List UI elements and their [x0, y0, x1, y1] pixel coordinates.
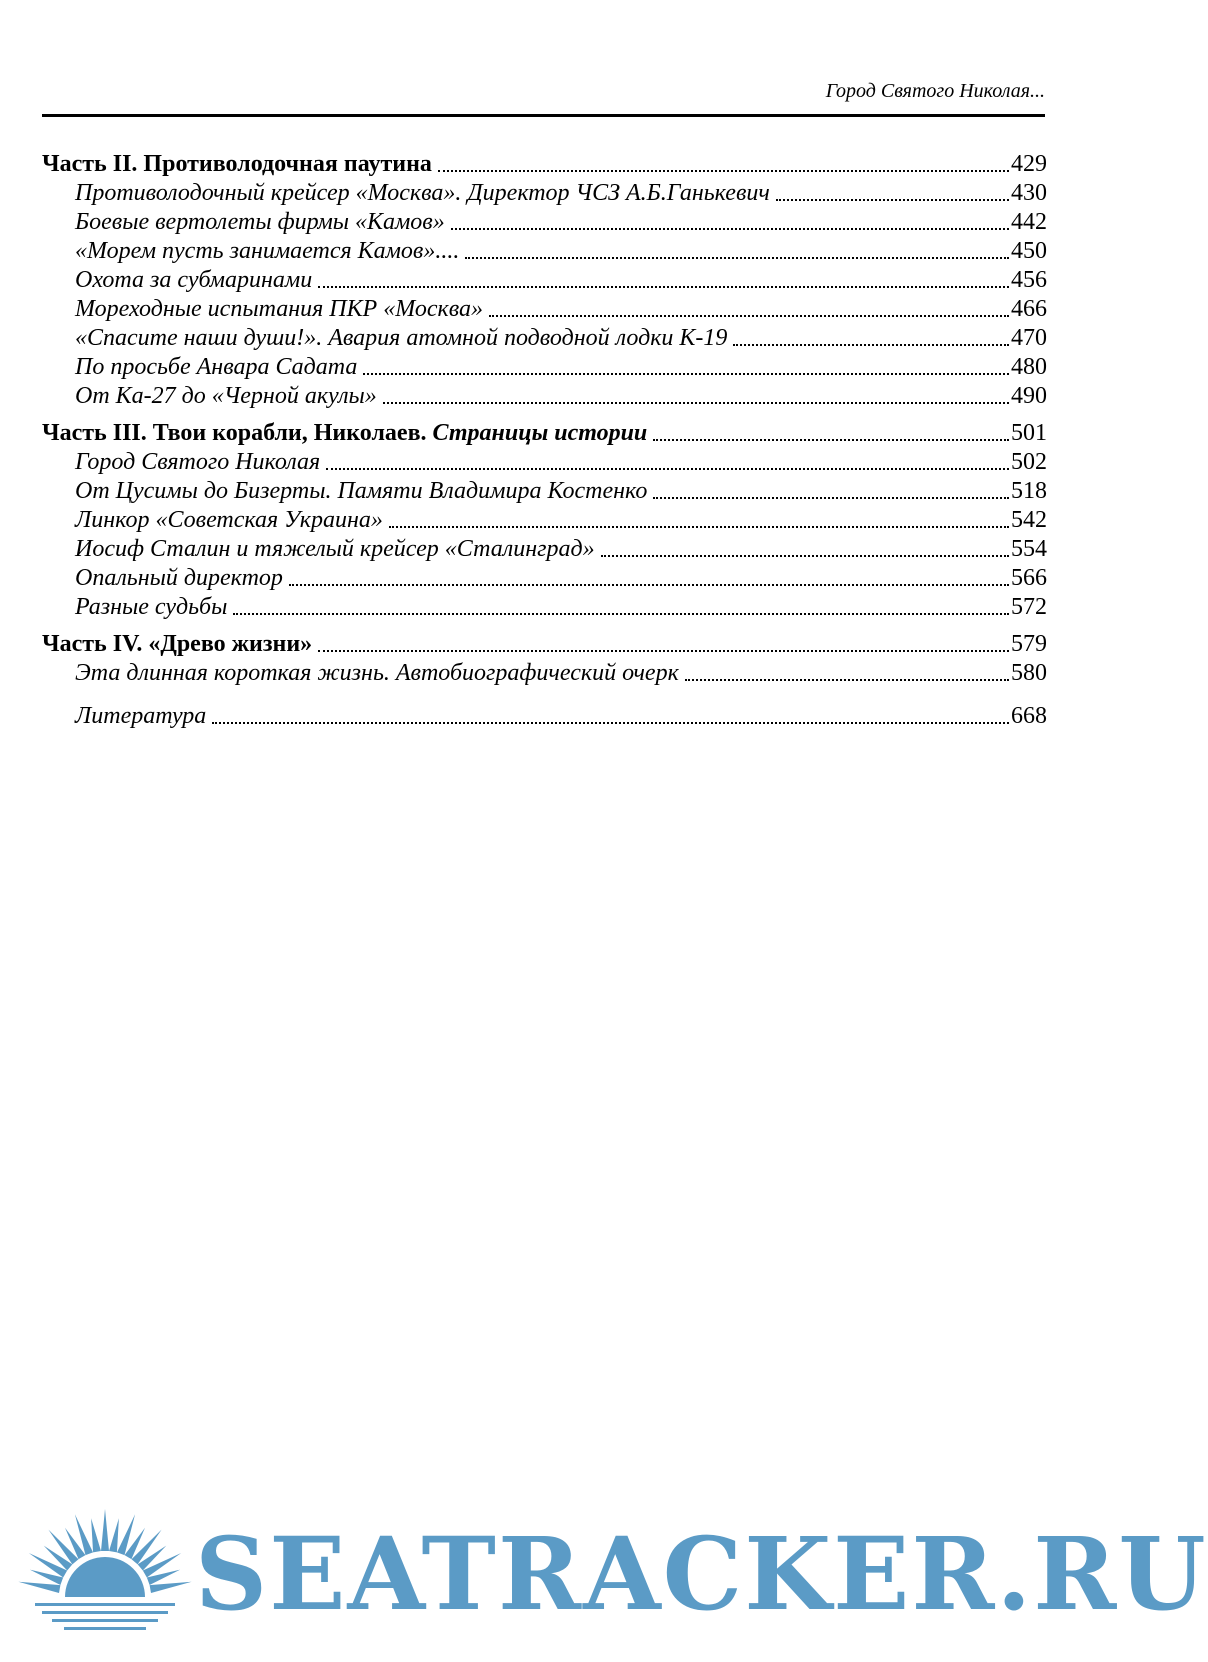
toc-item[interactable]	[42, 593, 1047, 622]
toc-page-number: 450	[1011, 238, 1047, 264]
toc-item-title: Литература	[75, 703, 207, 729]
toc-item-title: Линкор «Советская Украина»	[75, 507, 383, 533]
toc-leader-dots	[438, 169, 1009, 172]
toc-leader-dots	[318, 285, 1009, 288]
toc-part-2[interactable]	[42, 150, 1047, 179]
toc-item[interactable]	[42, 295, 1047, 324]
toc-page-number: 668	[1011, 703, 1047, 729]
toc-page-number: 501	[1011, 420, 1047, 446]
toc-leader-dots	[363, 372, 1009, 375]
toc-leader-dots	[653, 438, 1009, 441]
toc-item-title: Противолодочный крейсер «Москва». Директор ЧСЗ А.Б.Ганькевич	[75, 180, 770, 206]
toc-item-title: Боевые вертолеты фирмы «Камов»	[75, 209, 445, 235]
toc-leader-dots	[601, 554, 1009, 557]
toc-leader-dots	[776, 198, 1009, 201]
toc-item[interactable]	[42, 266, 1047, 295]
toc-item-title: От Цусимы до Бизерты. Памяти Владимира Костенко	[75, 478, 648, 504]
toc-page-number: 470	[1011, 325, 1047, 351]
toc-item[interactable]	[42, 237, 1047, 266]
table-of-contents	[42, 150, 1047, 731]
toc-item[interactable]	[42, 659, 1047, 688]
toc-leader-dots	[289, 583, 1009, 586]
toc-leader-dots	[685, 678, 1009, 681]
toc-page-number: 502	[1011, 449, 1047, 475]
toc-page-number: 580	[1011, 660, 1047, 686]
toc-leader-dots	[318, 649, 1009, 652]
toc-page-number: 579	[1011, 631, 1047, 657]
toc-item-title: Охота за субмаринами	[75, 267, 313, 293]
toc-item[interactable]	[42, 208, 1047, 237]
toc-item-title: Мореходные испытания ПКР «Москва»	[75, 296, 483, 322]
toc-part-title-main: Часть III. Твои корабли, Николаев.	[42, 420, 427, 446]
toc-page-number: 490	[1011, 383, 1047, 409]
toc-page-number: 518	[1011, 478, 1047, 504]
toc-part-title-italic: Страницы истории	[432, 420, 648, 446]
toc-item-title: Город Святого Николая	[75, 449, 321, 475]
toc-leader-dots	[451, 227, 1009, 230]
toc-item[interactable]	[42, 324, 1047, 353]
toc-page-number: 480	[1011, 354, 1047, 380]
toc-leader-dots	[326, 467, 1009, 470]
toc-leader-dots	[389, 525, 1009, 528]
watermark-text: SEATRACKER.RU	[195, 1515, 1208, 1633]
toc-leader-dots	[383, 401, 1009, 404]
toc-page-number: 542	[1011, 507, 1047, 533]
toc-leader-dots	[489, 314, 1009, 317]
toc-part-title	[42, 419, 647, 448]
toc-leader-dots	[653, 496, 1009, 499]
toc-item-title: Иосиф Сталин и тяжелый крейсер «Сталинград»	[75, 536, 595, 562]
toc-part-title: Часть II. Противолодочная паутина	[42, 151, 432, 177]
toc-item-title: Опальный директор	[75, 565, 283, 591]
toc-leader-dots	[233, 612, 1009, 615]
toc-page-number: 466	[1011, 296, 1047, 322]
toc-part-3[interactable]	[42, 419, 1047, 448]
toc-item[interactable]	[42, 506, 1047, 535]
sun-icon	[30, 1505, 180, 1645]
toc-item[interactable]	[42, 353, 1047, 382]
toc-page-number: 572	[1011, 594, 1047, 620]
toc-item[interactable]	[42, 477, 1047, 506]
toc-leader-dots	[212, 721, 1009, 724]
toc-item[interactable]	[42, 448, 1047, 477]
toc-item-title: «Спасите наши души!». Авария атомной подводной лодки К-19	[75, 325, 728, 351]
seatracker-watermark	[30, 1505, 1208, 1645]
toc-literature[interactable]	[42, 702, 1047, 731]
toc-page-number: 430	[1011, 180, 1047, 206]
toc-item[interactable]	[42, 179, 1047, 208]
toc-leader-dots	[465, 256, 1009, 259]
toc-part-title: Часть IV. «Древо жизни»	[42, 631, 313, 657]
running-header: Город Святого Николая...	[825, 80, 1045, 102]
toc-item[interactable]	[42, 564, 1047, 593]
toc-page-number: 429	[1011, 151, 1047, 177]
toc-item-title: «Морем пусть занимается Камов»....	[75, 238, 460, 264]
toc-item-title: Разные судьбы	[75, 594, 228, 620]
toc-item[interactable]	[42, 535, 1047, 564]
toc-page-number: 566	[1011, 565, 1047, 591]
header-rule	[42, 114, 1045, 117]
toc-leader-dots	[733, 343, 1009, 346]
toc-page-number: 442	[1011, 209, 1047, 235]
toc-item-title: От Ка-27 до «Черной акулы»	[75, 383, 377, 409]
toc-item-title: По просьбе Анвара Садата	[75, 354, 358, 380]
toc-item-title: Эта длинная короткая жизнь. Автобиографический очерк	[75, 660, 679, 686]
toc-part-4[interactable]	[42, 630, 1047, 659]
toc-page-number: 554	[1011, 536, 1047, 562]
toc-item[interactable]	[42, 382, 1047, 411]
toc-page-number: 456	[1011, 267, 1047, 293]
